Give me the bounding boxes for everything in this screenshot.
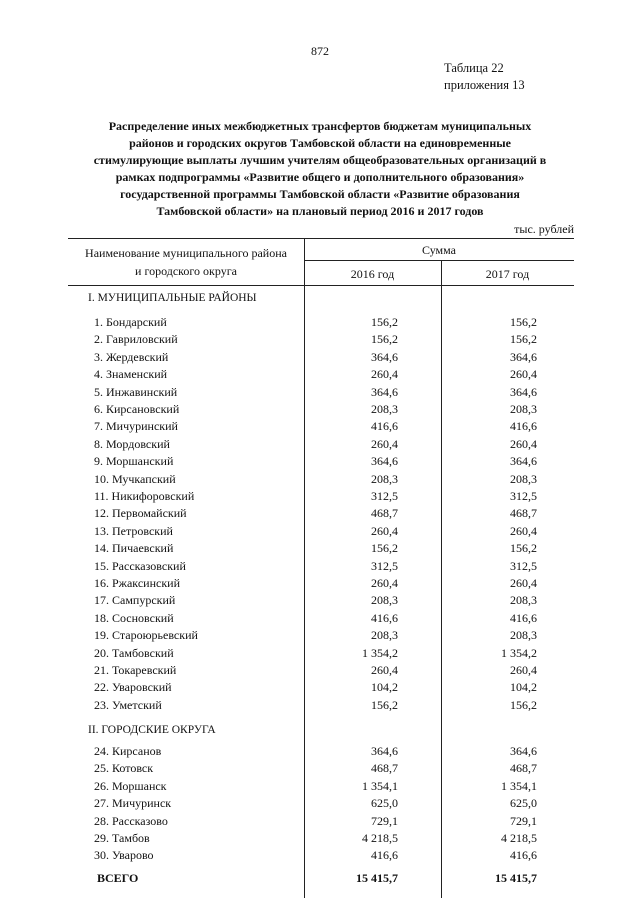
row-value-2017: 364,6: [510, 349, 537, 364]
row-name: 14. Пичаевский: [94, 541, 174, 556]
row-name: 10. Мучкапский: [94, 471, 176, 486]
table-row: [0, 795, 640, 812]
row-name: 29. Тамбов: [94, 831, 150, 845]
row-value-2016: 156,2: [371, 315, 398, 329]
row-value-2016: 468,7: [371, 506, 398, 521]
row-value-2016: 416,6: [371, 610, 398, 625]
row-name: 9. Моршанский: [94, 454, 174, 469]
table-row: [0, 331, 640, 348]
row-value-2016: 260,4: [371, 436, 398, 451]
row-value-2016: 312,5: [371, 558, 398, 573]
row-value-2016: 4 218,5: [362, 831, 398, 845]
row-name: 18. Сосновский: [94, 610, 174, 625]
row-value-2016: 260,4: [371, 367, 398, 382]
row-value-2016: 364,6: [371, 454, 398, 469]
table-row: [0, 575, 640, 592]
row-name: 21. Токаревский: [94, 663, 177, 677]
row-value-2016: 260,4: [371, 663, 398, 677]
row-name: 24. Кирсанов: [94, 744, 162, 758]
row-value-2016: 729,1: [371, 813, 398, 828]
row-value-2016: 468,7: [371, 761, 398, 776]
units-label: тыс. рублей: [514, 222, 574, 236]
row-name: 23. Уметский: [94, 697, 162, 712]
row-value-2017: 260,4: [510, 436, 537, 451]
page-number: 872: [311, 44, 329, 58]
row-value-2016: 364,6: [371, 384, 398, 399]
row-value-2017: 468,7: [510, 761, 537, 776]
row-value-2017: 1 354,1: [501, 778, 537, 793]
row-value-2017: 260,4: [510, 523, 537, 538]
title-line: государственной программы Тамбовской области «Развитие образования: [120, 187, 520, 201]
row-value-2017: 260,4: [510, 367, 537, 382]
table-row: [0, 540, 640, 557]
title-line: рамках подпрограммы «Развитие общего и дополнительного образования»: [115, 170, 525, 184]
table-row: [0, 778, 640, 795]
row-value-2017: 260,4: [510, 663, 537, 677]
table-row: [0, 366, 640, 383]
name-header-line: Наименование муниципального района: [85, 246, 287, 260]
row-value-2016: 156,2: [371, 541, 398, 556]
table-row: [0, 697, 640, 714]
row-value-2017: 208,3: [510, 593, 537, 608]
row-name: 25. Котовск: [94, 761, 154, 776]
row-value-2017: 468,7: [510, 506, 537, 521]
row-name: 8. Мордовский: [94, 436, 170, 451]
row-value-2016: 312,5: [371, 489, 398, 503]
section-title-city-districts: II. ГОРОДСКИЕ ОКРУГА: [88, 724, 216, 736]
title-line: стимулирующие выплаты лучшим учителям общеобразовательных организаций в: [93, 153, 547, 167]
table-row: [0, 384, 640, 401]
row-value-2017: 208,3: [510, 628, 537, 643]
row-name: 28. Рассказово: [94, 813, 168, 828]
total-2017: 15 415,7: [495, 871, 537, 885]
row-value-2017: 364,6: [510, 454, 537, 469]
row-value-2017: 416,6: [510, 848, 537, 863]
table-row: [0, 471, 640, 488]
total-2016: 15 415,7: [356, 871, 398, 885]
row-value-2016: 260,4: [371, 576, 398, 590]
table-row: [0, 401, 640, 418]
row-value-2017: 364,6: [510, 384, 537, 399]
title-line: Тамбовской области» на плановый период 2016 и 2017 годов: [156, 204, 484, 218]
row-name: 20. Тамбовский: [94, 645, 174, 660]
row-value-2016: 416,6: [371, 848, 398, 863]
row-value-2016: 625,0: [371, 796, 398, 811]
section-title-districts: I. МУНИЦИПАЛЬНЫЕ РАЙОНЫ: [88, 292, 257, 304]
row-name: 5. Инжавинский: [94, 384, 178, 399]
row-value-2016: 364,6: [371, 349, 398, 364]
table-row: [0, 847, 640, 864]
table-row: [0, 418, 640, 435]
row-value-2017: 312,5: [510, 558, 537, 573]
table-row: [0, 453, 640, 470]
total-label: ВСЕГО: [97, 871, 139, 885]
row-name: 11. Никифоровский: [94, 489, 195, 503]
table-row: [0, 523, 640, 540]
table-row: [0, 558, 640, 575]
row-value-2016: 1 354,2: [362, 645, 398, 660]
row-value-2016: 208,3: [371, 593, 398, 608]
table-row: [0, 436, 640, 453]
year-2017-header: 2017 год: [485, 267, 530, 281]
row-value-2017: 208,3: [510, 402, 537, 416]
row-name: 17. Сампурский: [94, 593, 176, 608]
row-value-2017: 416,6: [510, 610, 537, 625]
table-row: [0, 610, 640, 627]
row-name: 15. Рассказовский: [94, 558, 186, 573]
row-name: 13. Петровский: [94, 523, 173, 538]
table-row: [0, 760, 640, 777]
row-value-2016: 364,6: [371, 744, 398, 758]
table-row: [0, 645, 640, 662]
appendix-number: приложения 13: [444, 78, 525, 92]
row-value-2017: 364,6: [510, 744, 537, 758]
row-value-2016: 208,3: [371, 402, 398, 416]
row-value-2017: 729,1: [510, 813, 537, 828]
sum-header: Сумма: [422, 243, 456, 257]
row-value-2016: 208,3: [371, 471, 398, 486]
row-value-2017: 416,6: [510, 419, 537, 434]
table-row: [0, 662, 640, 679]
table-row: [0, 830, 640, 847]
row-name: 7. Мичуринский: [94, 419, 178, 434]
table-row: [0, 743, 640, 760]
row-value-2017: 156,2: [510, 315, 537, 329]
row-name: 30. Уварово: [94, 848, 154, 863]
row-value-2017: 1 354,2: [501, 645, 537, 660]
table-row: [0, 505, 640, 522]
row-value-2017: 625,0: [510, 796, 537, 811]
row-value-2017: 312,5: [510, 489, 537, 503]
table-row: [0, 627, 640, 644]
row-value-2016: 208,3: [371, 628, 398, 643]
row-value-2017: 156,2: [510, 541, 537, 556]
row-name: 26. Моршанск: [94, 778, 167, 793]
row-name: 2. Гавриловский: [94, 332, 178, 347]
row-name: 22. Уваровский: [94, 680, 172, 695]
row-value-2017: 156,2: [510, 332, 537, 347]
row-value-2017: 208,3: [510, 471, 537, 486]
title-line: районов и городских округов Тамбовской области на единовременные: [129, 136, 511, 150]
row-name: 3. Жердевский: [94, 349, 169, 364]
table-number: Таблица 22: [444, 61, 504, 75]
row-value-2017: 4 218,5: [501, 831, 537, 845]
row-value-2016: 1 354,1: [362, 778, 398, 793]
year-2016-header: 2016 год: [350, 267, 395, 281]
table-row: [0, 488, 640, 505]
row-name: 19. Староюрьевский: [94, 628, 198, 643]
row-value-2016: 260,4: [371, 523, 398, 538]
row-name: 12. Первомайский: [94, 506, 187, 521]
row-value-2016: 416,6: [371, 419, 398, 434]
table-row: [0, 314, 640, 331]
row-value-2017: 156,2: [510, 697, 537, 712]
title-line: Распределение иных межбюджетных трансфертов бюджетам муниципальных: [108, 119, 532, 133]
table-row: [0, 349, 640, 366]
table-row: [0, 813, 640, 830]
row-name: 16. Ржаксинский: [94, 576, 180, 590]
row-name: 1. Бондарский: [94, 315, 167, 329]
row-value-2016: 156,2: [371, 697, 398, 712]
row-name: 6. Кирсановский: [94, 402, 180, 416]
row-value-2016: 156,2: [371, 332, 398, 347]
table-row: [0, 592, 640, 609]
row-name: 27. Мичуринск: [94, 796, 172, 811]
row-value-2017: 260,4: [510, 576, 537, 590]
table-row: [0, 679, 640, 696]
row-value-2016: 104,2: [371, 680, 398, 695]
name-header-line: и городского округа: [135, 264, 237, 278]
row-value-2017: 104,2: [510, 680, 537, 695]
row-name: 4. Знаменский: [94, 367, 168, 382]
